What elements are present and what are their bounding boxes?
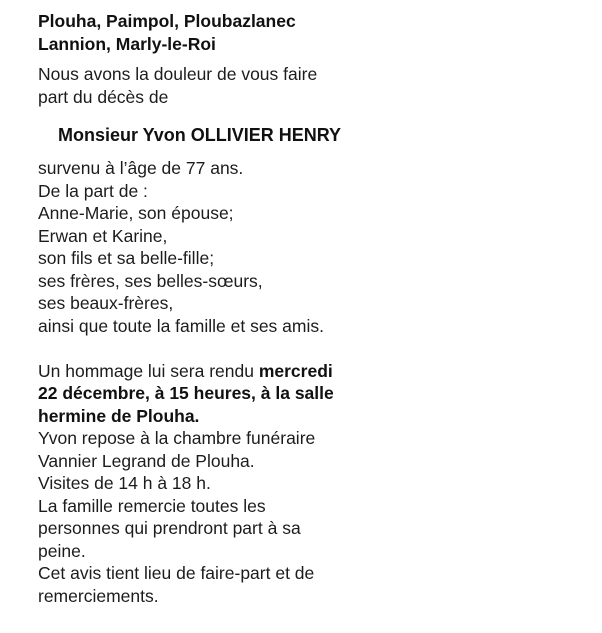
- tribute-line-1: [38, 360, 388, 383]
- family-line: survenu à l’âge de 77 ans.: [38, 158, 244, 178]
- closing-line: personnes qui prendront part à sa: [38, 518, 301, 538]
- family-block: [38, 157, 388, 337]
- family-line: De la part de :: [38, 180, 148, 201]
- family-line: ses frères, ses belles-sœurs,: [38, 270, 263, 291]
- locations-heading: [38, 10, 388, 55]
- locations-line-2: Lannion, Marly-le-Roi: [38, 33, 216, 54]
- deceased-name: Monsieur Yvon OLLIVIER HENRY: [58, 125, 342, 145]
- tribute-lead: Un hommage lui sera rendu: [38, 360, 259, 381]
- closing-line: remerciements.: [38, 585, 159, 606]
- closing-line: La famille remercie toutes les: [38, 495, 266, 516]
- closing-line: Cet avis tient lieu de faire-part et de: [38, 563, 315, 583]
- family-line: ses beaux-frères,: [38, 293, 174, 313]
- tribute-venue: hermine de Plouha.: [38, 405, 200, 426]
- family-line: Anne-Marie, son épouse;: [38, 203, 234, 223]
- tribute-block: [38, 360, 388, 608]
- intro-line-2: part du décès de: [38, 86, 169, 107]
- closing-line: Vannier Legrand de Plouha.: [38, 450, 255, 471]
- family-line: ainsi que toute la famille et ses amis.: [38, 315, 324, 336]
- announcement-intro: [38, 63, 388, 108]
- intro-line-1: Nous avons la douleur de vous faire: [38, 64, 318, 84]
- closing-line: Visites de 14 h à 18 h.: [38, 473, 211, 493]
- closing-line: peine.: [38, 540, 86, 561]
- locations-line-1: Plouha, Paimpol, Ploubazlanec: [38, 11, 296, 31]
- tribute-date-time: 22 décembre, à 15 heures, à la salle: [38, 383, 334, 403]
- tribute-day: mercredi: [258, 360, 333, 381]
- closing-line: Yvon repose à la chambre funéraire: [38, 428, 316, 448]
- family-line: Erwan et Karine,: [38, 225, 168, 246]
- obituary-notice: [38, 10, 388, 607]
- family-line: son fils et sa belle-fille;: [38, 248, 215, 268]
